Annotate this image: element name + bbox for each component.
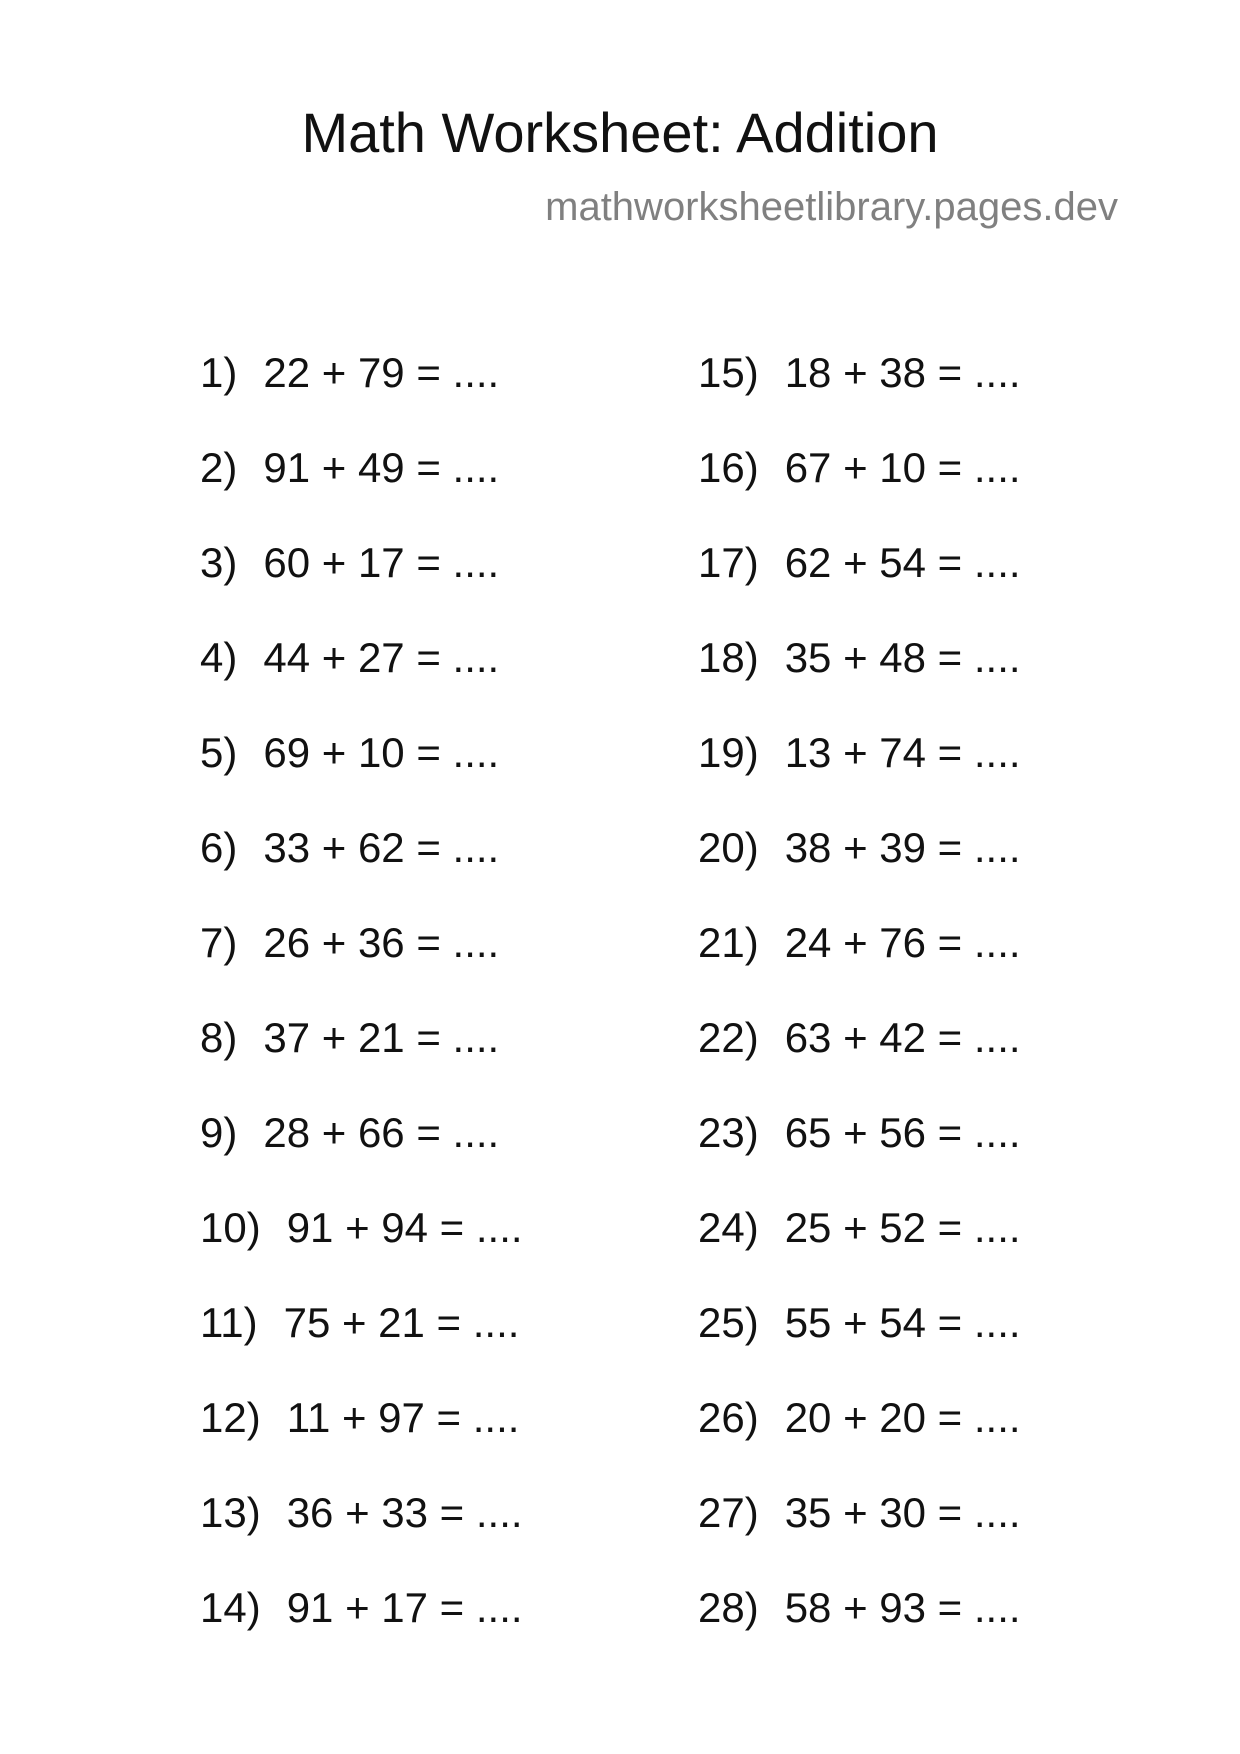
problem-row xyxy=(698,443,1021,538)
problem-expression: 75 + 21 = .... xyxy=(283,1299,520,1346)
problem-number: 25) xyxy=(698,1299,759,1346)
problem-row xyxy=(698,1488,1021,1583)
problem-expression: 65 + 56 = .... xyxy=(784,1109,1021,1156)
problem-expression: 36 + 33 = .... xyxy=(286,1489,523,1536)
problem-row xyxy=(200,1583,523,1678)
problem-number: 12) xyxy=(200,1394,261,1441)
problem-number: 22) xyxy=(698,1014,759,1061)
problem-row xyxy=(200,1393,523,1488)
problem-row xyxy=(698,1108,1021,1203)
problem-row xyxy=(698,823,1021,918)
problem-expression: 26 + 36 = .... xyxy=(263,919,500,966)
problem-number: 1) xyxy=(200,349,238,396)
problem-row xyxy=(698,728,1021,823)
problem-row xyxy=(200,728,523,823)
problem-row xyxy=(698,1203,1021,1298)
problem-expression: 33 + 62 = .... xyxy=(263,824,500,871)
problem-row xyxy=(200,443,523,538)
problem-row xyxy=(698,1393,1021,1488)
problem-expression: 37 + 21 = .... xyxy=(263,1014,500,1061)
left-problem-column xyxy=(200,348,523,1678)
problem-expression: 67 + 10 = .... xyxy=(784,444,1021,491)
problem-expression: 58 + 93 = .... xyxy=(784,1584,1021,1631)
problem-number: 28) xyxy=(698,1584,759,1631)
problem-row xyxy=(698,348,1021,443)
problem-number: 10) xyxy=(200,1204,261,1251)
problem-expression: 35 + 30 = .... xyxy=(784,1489,1021,1536)
problem-row xyxy=(200,538,523,633)
right-problem-column xyxy=(698,348,1021,1678)
problem-expression: 91 + 49 = .... xyxy=(263,444,500,491)
problem-expression: 13 + 74 = .... xyxy=(784,729,1021,776)
problem-expression: 62 + 54 = .... xyxy=(784,539,1021,586)
problem-expression: 28 + 66 = .... xyxy=(263,1109,500,1156)
problem-row xyxy=(200,918,523,1013)
problem-number: 27) xyxy=(698,1489,759,1536)
problem-row xyxy=(698,1583,1021,1678)
problem-expression: 38 + 39 = .... xyxy=(784,824,1021,871)
problem-number: 18) xyxy=(698,634,759,681)
problem-row xyxy=(698,633,1021,728)
page-title: Math Worksheet: Addition xyxy=(301,101,939,164)
problem-expression: 24 + 76 = .... xyxy=(784,919,1021,966)
problem-number: 16) xyxy=(698,444,759,491)
site-url: mathworksheetlibrary.pages.dev xyxy=(545,185,1118,229)
problem-number: 6) xyxy=(200,824,238,871)
problem-row xyxy=(200,1203,523,1298)
problem-expression: 91 + 94 = .... xyxy=(286,1204,523,1251)
problem-number: 24) xyxy=(698,1204,759,1251)
problem-number: 3) xyxy=(200,539,238,586)
problem-expression: 69 + 10 = .... xyxy=(263,729,500,776)
problem-row xyxy=(200,1108,523,1203)
problem-number: 9) xyxy=(200,1109,238,1156)
problem-row xyxy=(200,1488,523,1583)
problem-number: 14) xyxy=(200,1584,261,1631)
problem-expression: 60 + 17 = .... xyxy=(263,539,500,586)
problem-row xyxy=(200,1013,523,1108)
problem-expression: 44 + 27 = .... xyxy=(263,634,500,681)
problem-row xyxy=(200,823,523,918)
problem-number: 11) xyxy=(200,1299,258,1346)
problem-row xyxy=(698,538,1021,633)
problems-area xyxy=(0,348,1240,1648)
problem-number: 4) xyxy=(200,634,238,681)
problem-expression: 35 + 48 = .... xyxy=(784,634,1021,681)
problem-row xyxy=(200,348,523,443)
problem-expression: 20 + 20 = .... xyxy=(784,1394,1021,1441)
problem-number: 26) xyxy=(698,1394,759,1441)
problem-row xyxy=(200,633,523,728)
problem-row xyxy=(200,1298,523,1393)
problem-row xyxy=(698,1013,1021,1108)
problem-number: 8) xyxy=(200,1014,238,1061)
problem-expression: 91 + 17 = .... xyxy=(286,1584,523,1631)
problem-number: 20) xyxy=(698,824,759,871)
problem-row xyxy=(698,1298,1021,1393)
problem-expression: 55 + 54 = .... xyxy=(784,1299,1021,1346)
problem-number: 23) xyxy=(698,1109,759,1156)
problem-number: 2) xyxy=(200,444,238,491)
problem-expression: 18 + 38 = .... xyxy=(784,349,1021,396)
problem-number: 7) xyxy=(200,919,238,966)
problem-number: 21) xyxy=(698,919,759,966)
problem-expression: 63 + 42 = .... xyxy=(784,1014,1021,1061)
problem-row xyxy=(698,918,1021,1013)
problem-expression: 22 + 79 = .... xyxy=(263,349,500,396)
problem-number: 13) xyxy=(200,1489,261,1536)
problem-number: 5) xyxy=(200,729,238,776)
problem-number: 17) xyxy=(698,539,759,586)
problem-number: 19) xyxy=(698,729,759,776)
problem-expression: 11 + 97 = .... xyxy=(286,1394,520,1441)
problem-number: 15) xyxy=(698,349,759,396)
problem-expression: 25 + 52 = .... xyxy=(784,1204,1021,1251)
